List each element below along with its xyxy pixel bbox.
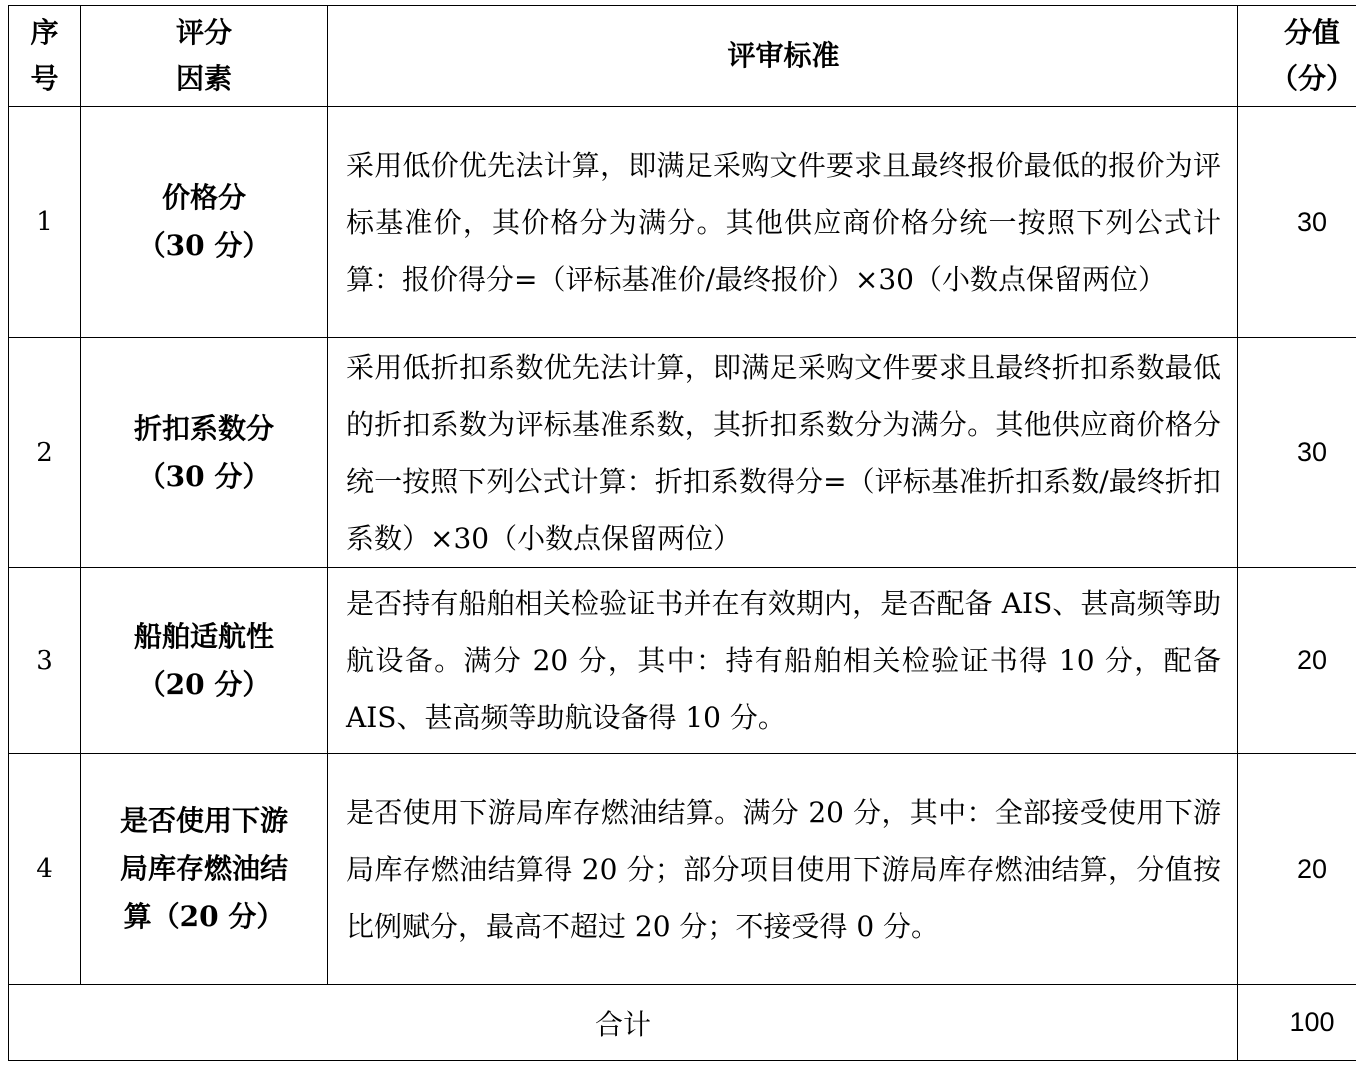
row-index: 2 [9, 338, 81, 568]
row-factor [81, 754, 328, 985]
factor-line: （20 分） [137, 667, 271, 701]
header-factor-line: 评分 [175, 16, 232, 49]
row-factor [81, 338, 328, 568]
header-factor-line: 因素 [175, 62, 232, 95]
row-criteria: 是否持有船舶相关检验证书并在有效期内，是否配备 AIS、甚高频等助航设备。满分 20 分，其中：持有船舶相关检验证书得 10 分，配备 AIS、甚高频等助航设备得 10 分。 [328, 568, 1238, 754]
table-row [9, 568, 1356, 754]
row-score: 20 [1238, 754, 1356, 985]
row-score: 30 [1238, 107, 1356, 338]
factor-line: 局库存燃油结 [119, 852, 288, 885]
header-factor [81, 6, 328, 107]
table-row [9, 107, 1356, 338]
header-criteria: 评审标准 [328, 6, 1238, 107]
row-score: 30 [1238, 338, 1356, 568]
header-score-line: 分值 [1283, 16, 1340, 49]
row-index: 4 [9, 754, 81, 985]
factor-line: 是否使用下游 [119, 804, 288, 837]
factor-line: 算（20 分） [123, 900, 285, 933]
header-row [9, 6, 1356, 107]
table-row [9, 338, 1356, 568]
row-factor [81, 107, 328, 338]
row-index: 3 [9, 568, 81, 754]
row-criteria: 采用低价优先法计算，即满足采购文件要求且最终报价最低的报价为评标基准价，其价格分为满分。其他供应商价格分统一按照下列公式计算：报价得分=（评标基准价/最终报价）×30（小数点保留两位） [328, 107, 1238, 338]
total-row [9, 985, 1356, 1061]
table-row [9, 754, 1356, 985]
row-factor [81, 568, 328, 754]
header-score-line: （分） [1269, 62, 1354, 95]
row-index: 1 [9, 107, 81, 338]
factor-line: （30 分） [137, 459, 271, 493]
row-score: 20 [1238, 568, 1356, 754]
header-index-line: 序 [30, 16, 59, 49]
header-index-line: 号 [30, 62, 59, 95]
factor-line: 船舶适航性 [133, 619, 274, 653]
factor-line: 折扣系数分 [133, 411, 274, 445]
header-score [1238, 6, 1356, 107]
total-label: 合计 [9, 985, 1238, 1061]
header-index [9, 6, 81, 107]
row-criteria: 采用低折扣系数优先法计算，即满足采购文件要求且最终折扣系数最低的折扣系数为评标基准系数，其折扣系数分为满分。其他供应商价格分统一按照下列公式计算：折扣系数得分=（评标基准折扣系数/最终折扣系数）×30（小数点保留两位） [328, 338, 1238, 568]
factor-line: 价格分 [161, 181, 246, 214]
row-criteria: 是否使用下游局库存燃油结算。满分 20 分，其中：全部接受使用下游局库存燃油结算得 20 分；部分项目使用下游局库存燃油结算，分值按比例赋分，最高不超过 20 分；不接受得 0 分。 [328, 754, 1238, 985]
total-score: 100 [1238, 985, 1356, 1061]
factor-line: （30 分） [137, 229, 271, 262]
scoring-table [8, 5, 1356, 1061]
